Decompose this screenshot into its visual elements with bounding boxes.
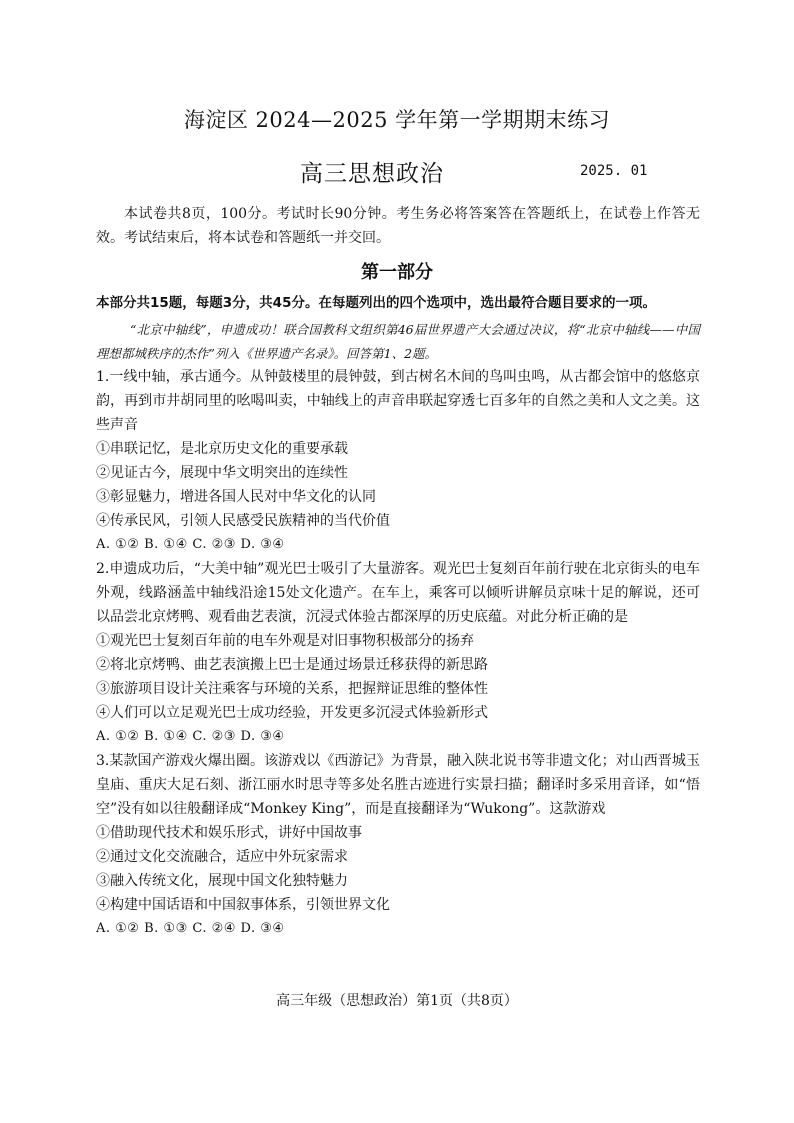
section-note: 本部分共15题，每题3分，共45分。在每题列出的四个选项中，选出最符合题目要求的一项。 [96, 295, 656, 311]
question-option: ③融入传统文化，展现中国文化独特魅力 [96, 873, 348, 889]
question-stem: 2.申遗成功后，“大美中轴”观光巴士吸引了大量游客。观光巴士复刻百年前行驶在北京街头的电车外观，线路涵盖中轴线沿途15处文化遗产。在车上，乘客可以倾听讲解员京味十足的解说，还可以品尝北京烤鸭、观看曲艺表演，沉浸式体验古都深厚的历史底蕴。对此分析正确的是 [96, 561, 700, 625]
exam-date: 2025. 01 [580, 163, 648, 179]
question-1 [96, 365, 700, 557]
exam-title: 海淀区 2024—2025 学年第一学期期末练习 [183, 108, 611, 132]
answer-choices: A. ①② B. ①④ C. ②③ D. ③④ [96, 537, 285, 552]
reading-material: “北京中轴线”，申遗成功！联合国教科文组织第46届世界遗产大会通过决议，将“北京中轴线——中国理想都城秩序的杰作”列入《世界遗产名录》。回答第1、2题。 [96, 322, 700, 361]
answer-choices: A. ①② B. ①③ C. ②④ D. ③④ [96, 921, 285, 936]
subject-row [0, 155, 794, 189]
question-stem: 3.某款国产游戏火爆出圈。该游戏以《西游记》为背景，融入陕北说书等非遗文化；对山西晋城玉皇庙、重庆大足石刻、浙江丽水时思寺等多处名胜古迹进行实景扫描；翻译时多采用音译，如“悟空”没有如以往般翻译成“Monkey King”，而是直接翻译为“Wukong”。这款游戏 [96, 753, 700, 817]
answer-choices: A. ①② B. ①④ C. ②③ D. ③④ [96, 729, 285, 744]
question-option: ④传承民风，引领人民感受民族精神的当代价值 [96, 513, 390, 529]
question-option: ③彰显魅力，增进各国人民对中华文化的认同 [96, 489, 376, 505]
subject-title: 高三思想政治 [300, 161, 444, 187]
section-title: 第一部分 [361, 262, 433, 283]
question-option: ①借助现代技术和娱乐形式，讲好中国故事 [96, 825, 362, 841]
question-option: ④构建中国话语和中国叙事体系，引领世界文化 [96, 897, 390, 913]
question-option: ②通过文化交流融合，适应中外玩家需求 [96, 849, 348, 865]
question-stem: 1.一线中轴，承古通今。从钟鼓楼里的晨钟鼓，到古树名木间的鸟叫虫鸣，从古都会馆中的悠悠京韵，再到市井胡同里的吆喝叫卖，中轴线上的声音串联起穿透七百多年的自然之美和人文之美。这些声音 [96, 369, 700, 433]
question-2 [96, 557, 700, 749]
question-option: ①串联记忆，是北京历史文化的重要承载 [96, 441, 348, 457]
page-footer: 高三年级（思想政治）第1页（共8页） [276, 993, 518, 1009]
exam-instructions: 本试卷共8页，100分。考试时长90分钟。考生务必将答案答在答题纸上，在试卷上作答无效。考试结束后，将本试卷和答题纸一并交回。 [96, 206, 700, 246]
question-list [96, 365, 700, 941]
question-option: ④人们可以立足观光巴士成功经验，开发更多沉浸式体验新形式 [96, 705, 488, 721]
question-3 [96, 749, 700, 941]
question-option: ①观光巴士复刻百年前的电车外观是对旧事物积极部分的扬弃 [96, 633, 474, 649]
question-option: ②将北京烤鸭、曲艺表演搬上巴士是通过场景迁移获得的新思路 [96, 657, 488, 673]
question-option: ②见证古今，展现中华文明突出的连续性 [96, 465, 348, 481]
question-option: ③旅游项目设计关注乘客与环境的关系，把握辩证思维的整体性 [96, 681, 488, 697]
